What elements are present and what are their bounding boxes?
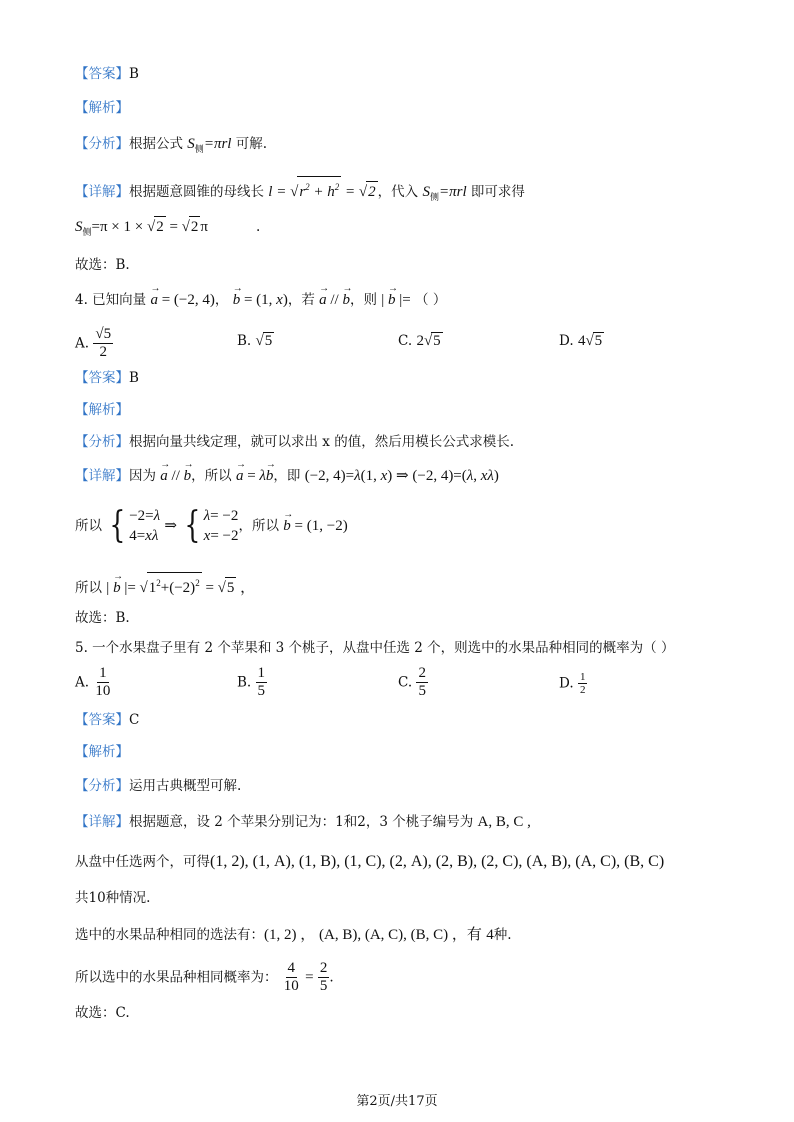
enumerate-text: 从盘中任选两个，可得 (75, 854, 210, 870)
fenxi-line-q4 (75, 432, 514, 452)
q4-sep-1: ， (214, 292, 229, 308)
answer-line-q3 (75, 64, 139, 84)
q5-option-b (237, 665, 267, 700)
option-letter: A. (75, 674, 90, 691)
option-fraction (578, 671, 588, 696)
q4-option-d (559, 332, 604, 350)
formula-slant-height: $l = √r^2 + h^2 = √2$ (268, 184, 377, 200)
implies-arrow: ⇒ (164, 518, 181, 534)
analysis-tag-q3 (75, 98, 129, 118)
magnitude-line-q4 (75, 572, 255, 598)
coef: 2 (416, 333, 424, 349)
detail-text-2: ，所以 (191, 468, 232, 484)
detail-text-2: ，代入 (377, 184, 419, 200)
detail-line-q5 (75, 812, 531, 832)
analysis-tag-q4 (75, 400, 129, 420)
option-value: √5 (255, 333, 273, 349)
q4-option-b (237, 332, 274, 350)
formula-lateral-area: $S_侧=\pi rl$ (187, 136, 232, 154)
frac-num: √5 (95, 326, 112, 342)
answer-value: B (129, 370, 139, 386)
option-letter: B. (237, 674, 252, 691)
question-5-stem: 5. 一个水果盘子里有 2 个苹果和 3 个桃子，从盘中任选 2 个，则选中的水果品种相同的概率为（ ） (75, 640, 675, 656)
formula-lateral-area-2: $S_侧=\pi rl$ (422, 184, 467, 202)
vector-b-result: → b = (1, −2) (283, 518, 347, 534)
detail-tag: 【详解】 (75, 184, 129, 200)
vector-b-def: → b = (1, x) (233, 292, 288, 308)
so-text-2: ，所以 (238, 518, 279, 534)
q4-stem-end: （ ） (415, 292, 447, 308)
frac-num: 1 (257, 665, 266, 681)
coef: 4 (577, 333, 586, 349)
left-brace-2: { (184, 505, 201, 546)
magnitude-b: | → b |= (381, 292, 410, 308)
vector-a-def: → a = (−2, 4) (150, 292, 214, 308)
so-text: 所以 (75, 518, 102, 534)
frac-den: 2 (99, 344, 107, 360)
frac-den: 5 (257, 683, 266, 699)
peach-labels: A, B, C , (477, 814, 531, 830)
answer-value: C (129, 712, 140, 728)
detail-text: 根据题意圆锥的母线长 (129, 184, 264, 200)
detail-tag: 【详解】 (75, 814, 129, 830)
q5-option-a (75, 665, 112, 700)
radicand: 5 (433, 333, 441, 349)
q4-option-c (398, 332, 443, 350)
choice-line-q3: 故选：B. (75, 257, 130, 273)
frac-den: 10 (95, 683, 111, 699)
q4-sep-2: ，若 (287, 292, 315, 308)
q5-option-d (559, 671, 587, 696)
prob-fraction-2: $\frac{2}{5}$ (319, 960, 328, 994)
option-letter: D. (559, 675, 574, 692)
frac-den: 2 (579, 684, 586, 696)
formula-result: $S_侧=\pi \times 1 \times √2 = √2$ π (75, 219, 208, 235)
enumerate-list: (1, 2), (1, A), (1, B), (1, C), (2, A), (2, B), (2, C), (A, B), (A, C), (B, C) (210, 853, 665, 870)
option-letter: C. (398, 333, 413, 349)
frac-den: 5 (418, 683, 426, 699)
detail-tag: 【详解】 (75, 468, 129, 484)
detail-line-q4 (75, 466, 499, 486)
prob-fraction-1: $\frac{4}{10}$ (283, 960, 299, 994)
fenxi-tag: 【分析】 (75, 136, 129, 152)
answer-line-q4 (75, 368, 139, 388)
parallel-condition: → a // → b (319, 292, 350, 308)
frac-num: 2 (418, 665, 426, 681)
detail-text-3: ，即 (273, 468, 301, 484)
same-count: 4 (486, 927, 494, 943)
fenxi-text: 根据公式 (129, 136, 183, 152)
same-line-q5 (75, 925, 512, 945)
q5-option-c (398, 665, 428, 700)
result-line-q3: $S_侧=\pi \times 1 \times √2 = √2$ π . (75, 216, 260, 242)
option-fraction (93, 326, 113, 361)
fenxi-text: 根据向量共线定理，就可以求出 x 的值，然后用模长公式求模长. (129, 434, 514, 450)
detail-line-q3 (75, 176, 525, 207)
answer-tag: 【答案】 (75, 712, 129, 728)
option-letter: C. (398, 674, 413, 691)
page-footer: 第2页/共17页 (356, 1094, 438, 1109)
option-letter: B. (237, 333, 252, 349)
choice-line-q5: 故选：C. (75, 1005, 130, 1021)
prob-text: 所以选中的水果品种相同概率为： (75, 969, 278, 986)
magnitude-formula: | → b |= $√1^2+(-2)^2 = √5$ ， (106, 580, 255, 596)
option-fraction (93, 665, 112, 700)
q4-option-a (75, 326, 113, 361)
fenxi-text: 运用古典概型可解. (129, 778, 242, 794)
answer-tag: 【答案】 (75, 66, 129, 82)
answer-value: B (129, 66, 139, 82)
option-fraction (256, 665, 268, 700)
analysis-tag: 【解析】 (75, 402, 129, 418)
option-letter: D. (559, 333, 574, 349)
fenxi-line-q3 (75, 134, 267, 159)
left-brace-1: { (109, 505, 126, 546)
component-equation: (−2, 4)=λ(1, x) ⇒ (−2, 4)=(λ, xλ) (304, 468, 499, 484)
enumerate-line-q5 (75, 852, 664, 872)
fenxi-tag: 【分析】 (75, 778, 129, 794)
radicand: 5 (264, 333, 273, 349)
parallel-condition: → a // → b (160, 468, 191, 484)
analysis-tag-q5 (75, 742, 129, 762)
collinear-equation: → a = λ→ b (236, 468, 273, 484)
option-value: 4√5 (577, 333, 603, 349)
detail-text: 因为 (129, 468, 156, 484)
option-letter: A. (75, 335, 90, 352)
detail-text-3: 即可求得 (470, 184, 525, 200)
total-line-q5: 共10种情况. (75, 890, 151, 906)
radicand: 5 (594, 333, 603, 349)
question-4-stem (75, 290, 446, 310)
so-text-3: 所以 (75, 580, 102, 596)
fenxi-line-q5 (75, 776, 241, 796)
system-2: λ= −2 x= −2 (203, 508, 239, 544)
same-text-end: 种. (493, 927, 512, 943)
answer-line-q5 (75, 710, 139, 730)
system-line-q4 (75, 506, 348, 546)
option-fraction (416, 665, 428, 700)
q4-sep-3: ，则 (349, 292, 377, 308)
prob-line-q5: 所以选中的水果品种相同概率为： $\frac{4}{10}$ = $\frac{2}{5}$ . (75, 960, 334, 994)
same-text: 选中的水果品种相同的选法有： (75, 927, 264, 943)
analysis-tag: 【解析】 (75, 744, 129, 760)
frac-num: 1 (99, 665, 107, 681)
answer-tag: 【答案】 (75, 370, 129, 386)
same-list: (1, 2) ， (A, B), (A, C), (B, C) ，有 (264, 927, 482, 943)
frac-num: 1 (579, 671, 586, 683)
choice-line-q4: 故选：B. (75, 610, 130, 626)
fenxi-tag: 【分析】 (75, 434, 129, 450)
analysis-tag: 【解析】 (75, 100, 129, 116)
option-value: 2√5 (416, 333, 441, 349)
q4-stem-prefix: 4. 已知向量 (75, 292, 147, 308)
system-1: −2=λ 4=xλ (129, 508, 161, 544)
fenxi-text-end: 可解. (235, 136, 268, 152)
detail-text: 根据题意，设 2 个苹果分别记为：1和2，3 个桃子编号为 (129, 814, 474, 830)
